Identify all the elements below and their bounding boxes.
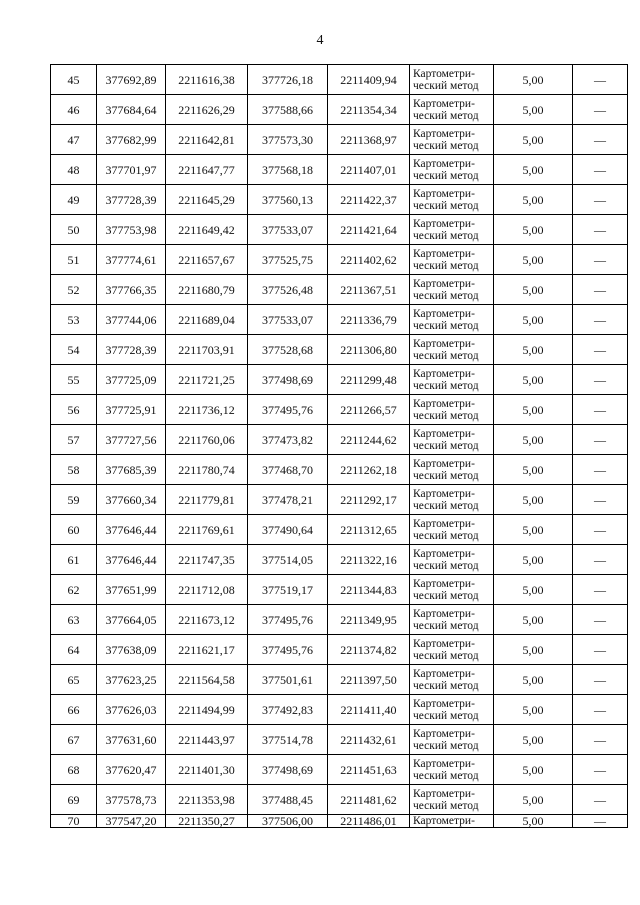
x-new-cell: 377533,07 [248,215,328,245]
method-cell [410,665,494,695]
point-number-cell: 63 [51,605,97,635]
note-cell: — [573,485,628,515]
table-row [51,245,628,275]
y-new-cell: 2211374,82 [328,635,410,665]
note-cell: — [573,695,628,725]
y-new-cell: 2211486,01 [328,815,410,828]
y-new-cell: 2211407,01 [328,155,410,185]
x-new-cell: 377588,66 [248,95,328,125]
y-new-cell: 2211266,57 [328,395,410,425]
y-new-cell: 2211244,62 [328,425,410,455]
note-cell: — [573,155,628,185]
x-old-cell: 377646,44 [97,545,166,575]
table-row [51,365,628,395]
page-number: 4 [316,33,324,48]
method-line-1: Картометри- [413,815,475,827]
table-row [51,185,628,215]
x-old-cell: 377692,89 [97,65,166,95]
x-old-cell: 377682,99 [97,125,166,155]
point-number-cell: 64 [51,635,97,665]
x-old-cell: 377774,61 [97,245,166,275]
method-cell [410,635,494,665]
x-new-cell: 377498,69 [248,755,328,785]
table-row [51,545,628,575]
x-old-cell: 377701,97 [97,155,166,185]
method-line-2: ческий метод [413,169,479,182]
y-old-cell: 2211689,04 [166,305,248,335]
method-line-2: ческий метод [413,529,479,542]
y-old-cell: 2211721,25 [166,365,248,395]
method-line-1: Картометри- [413,727,475,740]
method-cell [410,245,494,275]
point-number-cell: 49 [51,185,97,215]
table-row [51,635,628,665]
y-new-cell: 2211299,48 [328,365,410,395]
point-number-cell: 61 [51,545,97,575]
method-line-2: ческий метод [413,439,479,452]
table-row [51,275,628,305]
y-old-cell: 2211616,38 [166,65,248,95]
accuracy-cell: 5,00 [494,275,573,305]
method-cell [410,695,494,725]
x-new-cell: 377573,30 [248,125,328,155]
method-line-2: ческий метод [413,709,479,722]
x-old-cell: 377725,91 [97,395,166,425]
note-cell: — [573,125,628,155]
accuracy-cell: 5,00 [494,695,573,725]
y-old-cell: 2211657,67 [166,245,248,275]
table-row [51,695,628,725]
x-old-cell: 377620,47 [97,755,166,785]
note-cell: — [573,215,628,245]
note-cell: — [573,335,628,365]
x-new-cell: 377468,70 [248,455,328,485]
x-new-cell: 377526,48 [248,275,328,305]
method-line-2: ческий метод [413,109,479,122]
method-line-2: ческий метод [413,589,479,602]
point-number-cell: 69 [51,785,97,815]
y-new-cell: 2211402,62 [328,245,410,275]
table-row [51,155,628,185]
x-new-cell: 377495,76 [248,605,328,635]
y-new-cell: 2211312,65 [328,515,410,545]
x-old-cell: 377626,03 [97,695,166,725]
method-line-1: Картометри- [413,547,475,560]
accuracy-cell: 5,00 [494,815,573,828]
accuracy-cell: 5,00 [494,125,573,155]
accuracy-cell: 5,00 [494,185,573,215]
x-new-cell: 377726,18 [248,65,328,95]
method-line-1: Картометри- [413,277,475,290]
x-old-cell: 377578,73 [97,785,166,815]
accuracy-cell: 5,00 [494,635,573,665]
method-cell [410,395,494,425]
x-old-cell: 377664,05 [97,605,166,635]
method-cell [410,125,494,155]
y-old-cell: 2211649,42 [166,215,248,245]
x-old-cell: 377631,60 [97,725,166,755]
note-cell: — [573,245,628,275]
method-line-1: Картометри- [413,97,475,110]
x-old-cell: 377547,20 [97,815,166,828]
point-number-cell: 56 [51,395,97,425]
point-number-cell: 52 [51,275,97,305]
note-cell: — [573,575,628,605]
method-line-2: ческий метод [413,649,479,662]
note-cell: — [573,665,628,695]
y-old-cell: 2211680,79 [166,275,248,305]
x-old-cell: 377744,06 [97,305,166,335]
method-line-1: Картометри- [413,127,475,140]
accuracy-cell: 5,00 [494,215,573,245]
method-line-2: ческий метод [413,619,479,632]
y-new-cell: 2211354,34 [328,95,410,125]
x-new-cell: 377506,00 [248,815,328,828]
table-row [51,785,628,815]
x-new-cell: 377525,75 [248,245,328,275]
x-new-cell: 377560,13 [248,185,328,215]
point-number-cell: 70 [51,815,97,828]
method-cell [410,185,494,215]
method-line-1: Картометри- [413,667,475,680]
accuracy-cell: 5,00 [494,335,573,365]
note-cell: — [573,455,628,485]
y-old-cell: 2211647,77 [166,155,248,185]
table-row [51,665,628,695]
accuracy-cell: 5,00 [494,575,573,605]
x-new-cell: 377514,05 [248,545,328,575]
accuracy-cell: 5,00 [494,425,573,455]
method-line-1: Картометри- [413,757,475,770]
y-old-cell: 2211779,81 [166,485,248,515]
y-new-cell: 2211367,51 [328,275,410,305]
table-row [51,305,628,335]
y-new-cell: 2211421,64 [328,215,410,245]
method-cell [410,305,494,335]
x-new-cell: 377501,61 [248,665,328,695]
point-number-cell: 66 [51,695,97,725]
table-row [51,425,628,455]
accuracy-cell: 5,00 [494,395,573,425]
point-number-cell: 57 [51,425,97,455]
x-new-cell: 377473,82 [248,425,328,455]
y-new-cell: 2211306,80 [328,335,410,365]
y-old-cell: 2211401,30 [166,755,248,785]
method-line-1: Картометри- [413,487,475,500]
method-cell [410,605,494,635]
x-new-cell: 377490,64 [248,515,328,545]
x-new-cell: 377498,69 [248,365,328,395]
method-line-1: Картометри- [413,787,475,800]
accuracy-cell: 5,00 [494,665,573,695]
method-line-2: ческий метод [413,289,479,302]
y-old-cell: 2211642,81 [166,125,248,155]
method-cell [410,545,494,575]
table-row [51,515,628,545]
method-cell [410,455,494,485]
x-old-cell: 377660,34 [97,485,166,515]
note-cell: — [573,515,628,545]
y-old-cell: 2211769,61 [166,515,248,545]
point-number-cell: 68 [51,755,97,785]
accuracy-cell: 5,00 [494,755,573,785]
table-row [51,125,628,155]
table-row [51,605,628,635]
method-line-2: ческий метод [413,319,479,332]
x-new-cell: 377488,45 [248,785,328,815]
method-line-1: Картометри- [413,367,475,380]
method-line-2: ческий метод [413,499,479,512]
accuracy-cell: 5,00 [494,455,573,485]
x-new-cell: 377533,07 [248,305,328,335]
y-new-cell: 2211409,94 [328,65,410,95]
accuracy-cell: 5,00 [494,245,573,275]
note-cell: — [573,815,628,828]
point-number-cell: 48 [51,155,97,185]
accuracy-cell: 5,00 [494,545,573,575]
table-row [51,485,628,515]
table-row [51,65,628,95]
accuracy-cell: 5,00 [494,365,573,395]
method-line-1: Картометри- [413,247,475,260]
y-old-cell: 2211736,12 [166,395,248,425]
note-cell: — [573,725,628,755]
method-cell [410,365,494,395]
point-number-cell: 60 [51,515,97,545]
x-old-cell: 377727,56 [97,425,166,455]
method-line-2: ческий метод [413,559,479,572]
method-line-2: ческий метод [413,739,479,752]
y-new-cell: 2211481,62 [328,785,410,815]
y-old-cell: 2211353,98 [166,785,248,815]
y-old-cell: 2211712,08 [166,575,248,605]
note-cell: — [573,605,628,635]
method-line-1: Картометри- [413,577,475,590]
point-number-cell: 62 [51,575,97,605]
y-new-cell: 2211322,16 [328,545,410,575]
method-cell [410,275,494,305]
method-line-1: Картометри- [413,217,475,230]
table-row [51,455,628,485]
table-row [51,335,628,365]
accuracy-cell: 5,00 [494,515,573,545]
point-number-cell: 47 [51,125,97,155]
x-old-cell: 377638,09 [97,635,166,665]
y-new-cell: 2211368,97 [328,125,410,155]
method-cell [410,725,494,755]
table-row [51,95,628,125]
note-cell: — [573,785,628,815]
point-number-cell: 46 [51,95,97,125]
x-new-cell: 377514,78 [248,725,328,755]
note-cell: — [573,755,628,785]
accuracy-cell: 5,00 [494,65,573,95]
y-new-cell: 2211422,37 [328,185,410,215]
method-line-1: Картометри- [413,697,475,710]
x-old-cell: 377766,35 [97,275,166,305]
y-old-cell: 2211747,35 [166,545,248,575]
note-cell: — [573,275,628,305]
method-cell [410,755,494,785]
point-number-cell: 50 [51,215,97,245]
x-new-cell: 377478,21 [248,485,328,515]
method-line-1: Картометри- [413,637,475,650]
x-new-cell: 377568,18 [248,155,328,185]
method-line-1: Картометри- [413,397,475,410]
method-cell [410,425,494,455]
method-line-2: ческий метод [413,139,479,152]
method-line-1: Картометри- [413,457,475,470]
table-row [51,755,628,785]
x-old-cell: 377646,44 [97,515,166,545]
table-row [51,215,628,245]
y-new-cell: 2211432,61 [328,725,410,755]
accuracy-cell: 5,00 [494,605,573,635]
table-row [51,725,628,755]
y-new-cell: 2211451,63 [328,755,410,785]
y-old-cell: 2211645,29 [166,185,248,215]
y-old-cell: 2211564,58 [166,665,248,695]
method-line-2: ческий метод [413,229,479,242]
point-number-cell: 65 [51,665,97,695]
method-cell [410,65,494,95]
x-new-cell: 377492,83 [248,695,328,725]
x-new-cell: 377495,76 [248,395,328,425]
method-line-2: ческий метод [413,409,479,422]
x-old-cell: 377725,09 [97,365,166,395]
accuracy-cell: 5,00 [494,155,573,185]
note-cell: — [573,185,628,215]
note-cell: — [573,365,628,395]
accuracy-cell: 5,00 [494,305,573,335]
method-line-1: Картометри- [413,67,475,80]
y-new-cell: 2211336,79 [328,305,410,335]
method-line-1: Картометри- [413,307,475,320]
x-old-cell: 377651,99 [97,575,166,605]
method-line-2: ческий метод [413,379,479,392]
accuracy-cell: 5,00 [494,485,573,515]
x-new-cell: 377528,68 [248,335,328,365]
note-cell: — [573,65,628,95]
method-cell [410,95,494,125]
y-old-cell: 2211760,06 [166,425,248,455]
point-number-cell: 59 [51,485,97,515]
note-cell: — [573,635,628,665]
accuracy-cell: 5,00 [494,785,573,815]
y-new-cell: 2211344,83 [328,575,410,605]
x-new-cell: 377495,76 [248,635,328,665]
method-cell [410,515,494,545]
x-old-cell: 377623,25 [97,665,166,695]
method-cell [410,335,494,365]
x-old-cell: 377753,98 [97,215,166,245]
y-old-cell: 2211443,97 [166,725,248,755]
y-old-cell: 2211703,91 [166,335,248,365]
y-old-cell: 2211673,12 [166,605,248,635]
method-cell [410,785,494,815]
point-number-cell: 53 [51,305,97,335]
method-line-1: Картометри- [413,187,475,200]
y-new-cell: 2211292,17 [328,485,410,515]
method-line-1: Картометри- [413,517,475,530]
point-number-cell: 51 [51,245,97,275]
y-new-cell: 2211262,18 [328,455,410,485]
y-new-cell: 2211397,50 [328,665,410,695]
table-row [51,575,628,605]
y-old-cell: 2211780,74 [166,455,248,485]
method-cell [410,485,494,515]
x-new-cell: 377519,17 [248,575,328,605]
method-line-1: Картометри- [413,427,475,440]
note-cell: — [573,305,628,335]
method-cell [410,815,494,828]
y-old-cell: 2211621,17 [166,635,248,665]
method-line-1: Картометри- [413,337,475,350]
method-line-2: ческий метод [413,679,479,692]
point-number-cell: 54 [51,335,97,365]
note-cell: — [573,95,628,125]
method-line-2: ческий метод [413,79,479,92]
point-number-cell: 58 [51,455,97,485]
x-old-cell: 377728,39 [97,185,166,215]
accuracy-cell: 5,00 [494,95,573,125]
method-cell [410,155,494,185]
point-number-cell: 45 [51,65,97,95]
note-cell: — [573,545,628,575]
method-line-2: ческий метод [413,769,479,782]
note-cell: — [573,425,628,455]
note-cell: — [573,395,628,425]
y-old-cell: 2211626,29 [166,95,248,125]
coordinates-table [50,64,628,828]
accuracy-cell: 5,00 [494,725,573,755]
y-old-cell: 2211494,99 [166,695,248,725]
point-number-cell: 67 [51,725,97,755]
method-line-2: ческий метод [413,469,479,482]
method-line-2: ческий метод [413,259,479,272]
method-cell [410,575,494,605]
table-row [51,815,628,828]
y-old-cell: 2211350,27 [166,815,248,828]
method-cell [410,215,494,245]
table-row [51,395,628,425]
method-line-1: Картометри- [413,157,475,170]
x-old-cell: 377685,39 [97,455,166,485]
y-new-cell: 2211411,40 [328,695,410,725]
x-old-cell: 377684,64 [97,95,166,125]
x-old-cell: 377728,39 [97,335,166,365]
point-number-cell: 55 [51,365,97,395]
method-line-2: ческий метод [413,349,479,362]
y-new-cell: 2211349,95 [328,605,410,635]
method-line-1: Картометри- [413,607,475,620]
method-line-2: ческий метод [413,799,479,812]
method-line-2: ческий метод [413,199,479,212]
